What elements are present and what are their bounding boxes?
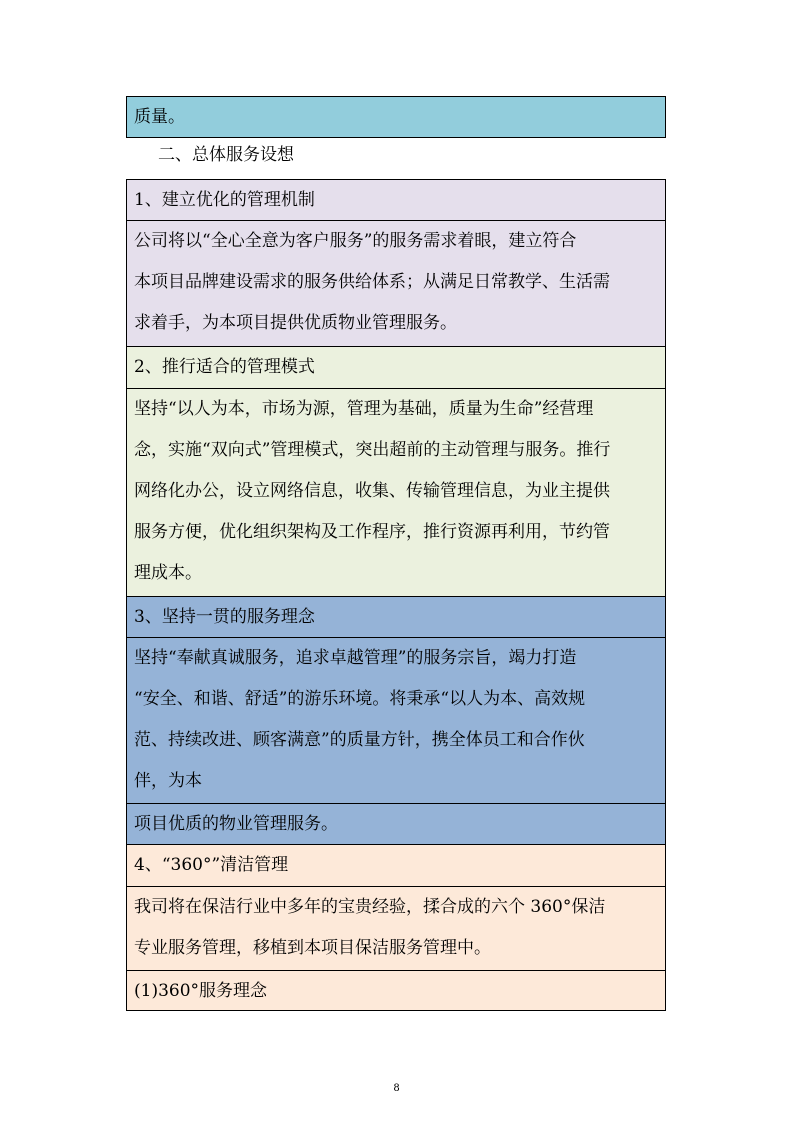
section-3-extra: 项目优质的物业管理服务。 [134, 814, 338, 834]
section-3-body-box [126, 637, 666, 804]
section-2-title-box [126, 346, 666, 389]
top-box-text: 质量。 [134, 107, 185, 127]
section-3-title-box [126, 596, 666, 638]
section-heading: 二、总体服务设想 [158, 145, 294, 165]
section-4-extra-box [126, 970, 666, 1011]
section-1-line: 公司将以“全心全意为客户服务”的服务需求着眼，建立符合 [134, 231, 577, 251]
section-2-body-box [126, 388, 666, 597]
page-number: 8 [393, 1083, 400, 1094]
section-2-line: 坚持“以人为本，市场为源，管理为基础，质量为生命”经营理 [134, 399, 594, 419]
top-box [126, 96, 666, 138]
section-2-line: 理成本。 [134, 563, 202, 583]
section-4-line: 专业服务管理，移植到本项目保洁服务管理中。 [134, 938, 491, 958]
section-1-line: 求着手，为本项目提供优质物业管理服务。 [134, 313, 457, 333]
section-3-extra-box [126, 803, 666, 845]
section-3-line: “安全、和谐、舒适”的游乐环境。将秉承“以人为本、高效规 [134, 689, 586, 709]
section-1-line: 本项目品牌建设需求的服务供给体系；从满足日常教学、生活需 [134, 272, 610, 292]
section-3-title: 3、坚持一贯的服务理念 [134, 607, 315, 627]
section-4-title: 4、“360°”清洁管理 [134, 855, 289, 875]
section-3-line: 伴，为本 [134, 771, 202, 791]
section-1-title: 1、建立优化的管理机制 [134, 190, 315, 210]
section-1-body-box [126, 220, 666, 347]
section-3-line: 范、持续改进、顾客满意”的质量方针，携全体员工和合作伙 [134, 730, 585, 750]
section-4-title-box [126, 844, 666, 887]
section-2-line: 服务方便，优化组织架构及工作程序，推行资源再利用，节约管 [134, 522, 610, 542]
section-2-line: 网络化办公，设立网络信息，收集、传输管理信息，为业主提供 [134, 481, 610, 501]
section-1-title-box [126, 179, 666, 221]
section-2-title: 2、推行适合的管理模式 [134, 357, 315, 377]
section-3-line: 坚持“奉献真诚服务，追求卓越管理”的服务宗旨，竭力打造 [134, 648, 577, 668]
section-4-extra: (1)360°服务理念 [134, 981, 268, 1001]
section-4-line: 我司将在保洁行业中多年的宝贵经验，揉合成的六个 360°保洁 [134, 897, 606, 917]
section-2-line: 念，实施“双向式”管理模式，突出超前的主动管理与服务。推行 [134, 440, 611, 460]
section-4-body-box [126, 886, 666, 971]
